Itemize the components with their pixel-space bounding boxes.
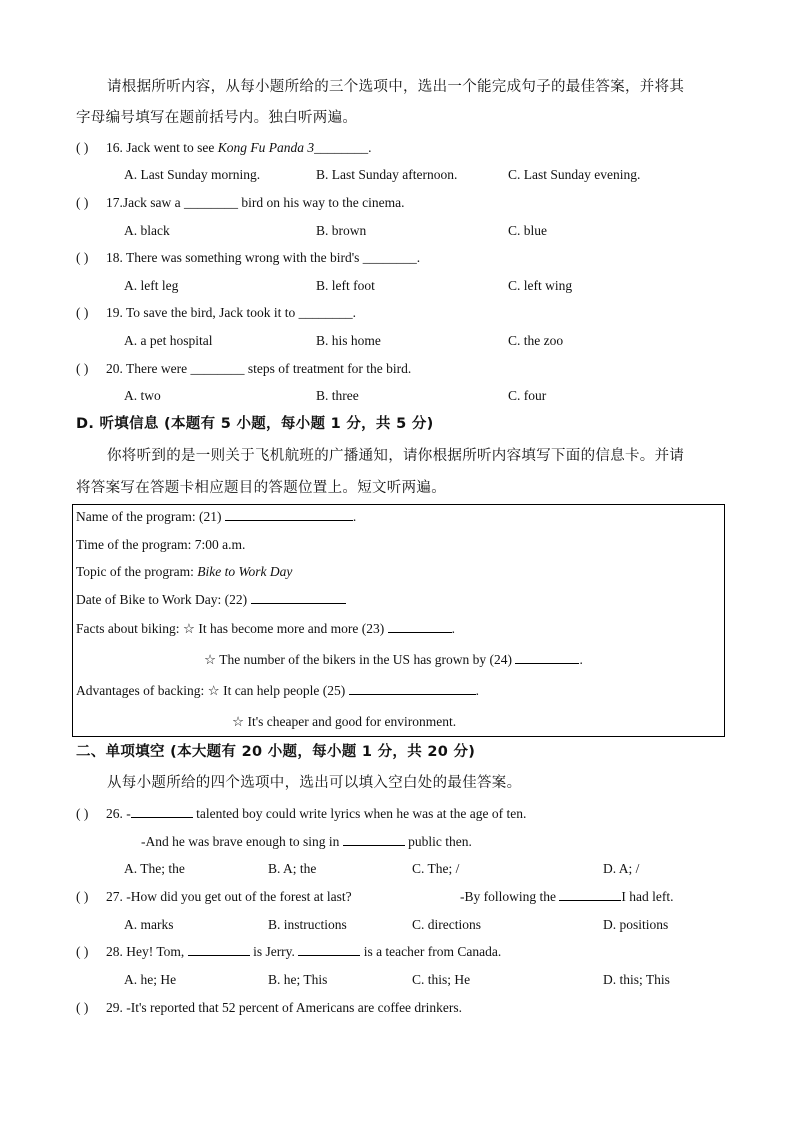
blank — [343, 832, 405, 846]
option-27-c: C. directions — [412, 917, 481, 932]
question-26-reply: -And he was brave enough to sing in public then. — [141, 834, 472, 849]
topic-value: Bike to Work Day — [197, 564, 293, 579]
answer-paren[interactable]: ( ) — [76, 361, 89, 376]
card-fact2-row: ☆ The number of the bikers in the US has grown by (24) . — [204, 652, 583, 667]
section-2-heading: 二、单项填空 (本大题有 20 小题，每小题 1 分，共 20 分) — [76, 744, 476, 760]
option-26-a: A. The; the — [124, 861, 185, 876]
option-28-a: A. he; He — [124, 972, 177, 987]
movie-title: Kong Fu Panda 3 — [217, 140, 315, 155]
option-18-a: A. left leg — [124, 278, 179, 293]
section-d-instruction-line2: 将答案写在答题卡相应题目的答题位置上。短文听两遍。 — [76, 480, 446, 496]
option-20-a: A. two — [124, 388, 161, 403]
option-26-b: B. A; the — [268, 861, 317, 876]
blank: ________ — [298, 305, 353, 320]
blank — [298, 942, 360, 956]
answer-paren[interactable]: ( ) — [76, 1000, 89, 1015]
option-27-d: D. positions — [603, 917, 669, 932]
option-17-a: A. black — [124, 223, 170, 238]
answer-blank-25[interactable] — [349, 681, 476, 695]
option-19-a: A. a pet hospital — [124, 333, 213, 348]
blank: ________ — [190, 361, 245, 376]
section-c-instruction-line1: 请根据所听内容，从每小题所给的三个选项中，选出一个能完成句子的最佳答案，并将其 — [107, 79, 685, 95]
question-17: ( ) 17.Jack saw a ________ bird on his way to the cinema. — [76, 193, 404, 213]
card-date-row: Date of Bike to Work Day: (22) — [76, 590, 346, 610]
question-26: ( ) 26. - talented boy could write lyrics when he was at the age of ten. — [76, 804, 526, 824]
option-18-c: C. left wing — [508, 278, 573, 293]
question-19: ( ) 19. To save the bird, Jack took it to ________. — [76, 303, 356, 323]
answer-paren[interactable]: ( ) — [76, 140, 89, 155]
card-adv2-row: ☆ It's cheaper and good for environment. — [232, 714, 457, 729]
card-advantages-row: Advantages of backing: ☆ It can help people (25) . — [76, 683, 480, 698]
option-28-c: C. this; He — [412, 972, 471, 987]
question-20: ( ) 20. There were ________ steps of treatment for the bird. — [76, 359, 411, 379]
answer-paren[interactable]: ( ) — [76, 889, 89, 904]
blank: ________ — [314, 140, 369, 155]
option-20-c: C. four — [508, 388, 547, 403]
section-d-heading: D. 听填信息 (本题有 5 小题，每小题 1 分，共 5 分) — [76, 416, 434, 432]
answer-blank-23[interactable] — [388, 619, 452, 633]
question-29: ( ) 29. -It's reported that 52 percent of Americans are coffee drinkers. — [76, 998, 462, 1018]
option-16-b: B. Last Sunday afternoon. — [316, 167, 458, 182]
answer-paren[interactable]: ( ) — [76, 195, 89, 210]
card-name-row: Name of the program: (21) . — [76, 509, 357, 524]
section-d-instruction-line1: 你将听到的是一则关于飞机航班的广播通知，请你根据所听内容填写下面的信息卡。并请 — [107, 448, 685, 464]
option-27-b: B. instructions — [268, 917, 347, 932]
option-27-a: A. marks — [124, 917, 174, 932]
option-19-c: C. the zoo — [508, 333, 564, 348]
option-26-d: D. A; / — [603, 861, 640, 876]
option-16-c: C. Last Sunday evening. — [508, 167, 641, 182]
answer-paren[interactable]: ( ) — [76, 944, 89, 959]
blank: ________ — [183, 195, 238, 210]
answer-paren[interactable]: ( ) — [76, 806, 89, 821]
question-18: ( ) 18. There was something wrong with the bird's ________. — [76, 248, 420, 268]
card-time-row: Time of the program: 7:00 a.m. — [76, 537, 246, 552]
answer-paren[interactable]: ( ) — [76, 305, 89, 320]
answer-paren[interactable]: ( ) — [76, 250, 89, 265]
question-28: ( ) 28. Hey! Tom, is Jerry. is a teacher from Canada. — [76, 942, 501, 962]
option-16-a: A. Last Sunday morning. — [124, 167, 261, 182]
option-18-b: B. left foot — [316, 278, 375, 293]
option-28-d: D. this; This — [603, 972, 670, 987]
card-topic-row: Topic of the program: Bike to Work Day — [76, 564, 293, 579]
section-c-instruction-line2: 字母编号填写在题前括号内。独白听两遍。 — [76, 110, 358, 126]
section-2-instruction: 从每小题所给的四个选项中，选出可以填入空白处的最佳答案。 — [107, 775, 522, 791]
option-26-c: C. The; / — [412, 861, 460, 876]
question-27-reply: -By following the I had left. — [460, 889, 674, 904]
option-28-b: B. he; This — [268, 972, 328, 987]
blank: ________ — [362, 250, 417, 265]
answer-blank-24[interactable] — [515, 650, 579, 664]
blank — [559, 887, 621, 901]
option-17-b: B. brown — [316, 223, 367, 238]
option-17-c: C. blue — [508, 223, 547, 238]
blank — [188, 942, 250, 956]
option-19-b: B. his home — [316, 333, 381, 348]
question-16: ( ) 16. Jack went to see Kong Fu Panda 3________. — [76, 138, 371, 158]
question-27: ( ) 27. -How did you get out of the forest at last? — [76, 887, 352, 907]
answer-blank-22[interactable] — [251, 590, 346, 604]
option-20-b: B. three — [316, 388, 359, 403]
card-facts-row: Facts about biking: ☆ It has become more and more (23) . — [76, 621, 456, 636]
answer-blank-21[interactable] — [225, 507, 353, 521]
blank — [131, 804, 193, 818]
